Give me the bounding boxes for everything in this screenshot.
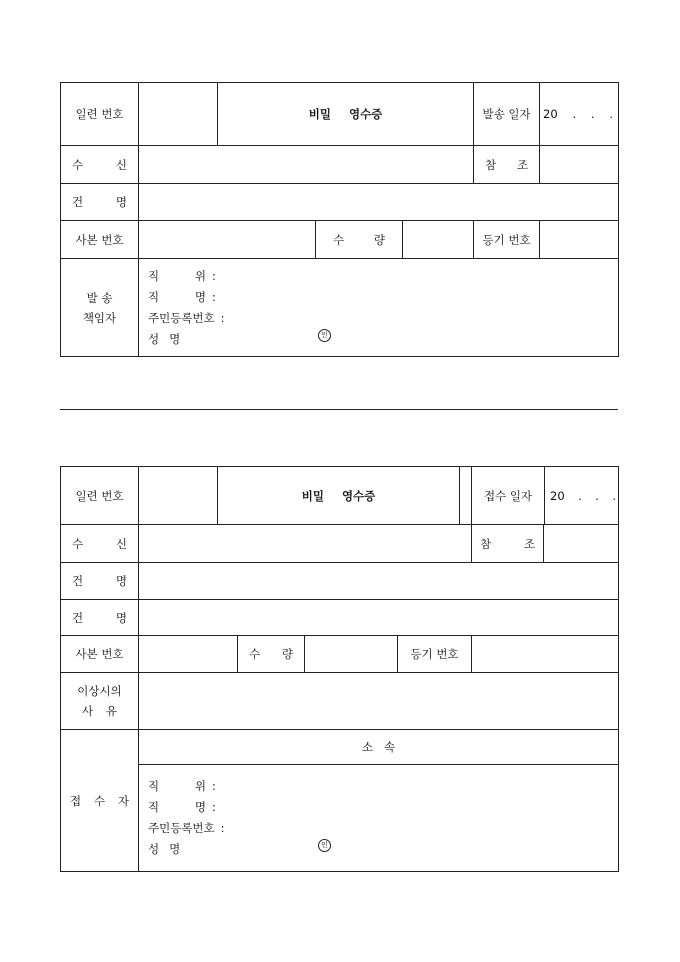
serial-number-field[interactable] [139,467,218,525]
resident-id-line: 주민등록번호 : [148,310,225,325]
dispatch-receipt-form [60,82,619,357]
name-line: 성 명 인 [148,329,609,350]
recipient-label: 수 신 [61,146,139,184]
anomaly-reason-field[interactable] [139,673,619,730]
recipient-field[interactable] [139,525,472,563]
dispatch-officer-details[interactable] [139,259,619,357]
recipient-label: 수 신 [61,525,139,563]
receipt-date-field[interactable]: 접수 일자 20 . . . [472,467,619,525]
job-title-line: 직 명 : [148,289,216,304]
subject-field[interactable] [139,184,619,221]
reference-field[interactable] [540,146,619,184]
registered-number-field[interactable] [472,636,619,673]
position-line: 직 위 : [148,779,216,793]
subject-field-2[interactable] [139,600,619,636]
dispatch-officer-label: 발 송 책임자 [61,259,139,357]
resident-id-line: 주민등록번호 : [148,821,225,835]
serial-number-field[interactable] [139,83,218,146]
form-title: 비밀 영수증 [218,467,460,525]
date-year: 20 [543,107,558,121]
dispatch-date-field[interactable]: 20 . . . [540,83,619,146]
quantity-label: 수 량 [316,221,403,259]
reference-field[interactable] [544,525,618,562]
anomaly-reason-label: 이상시의 사 유 [61,673,139,730]
seal-icon: 인 [318,329,331,342]
section-divider [60,409,618,410]
reference-label: 참 조 [474,146,540,184]
job-title-line: 직 명 : [148,800,216,814]
receipt-form [60,466,619,872]
subject-label-2: 건 명 [61,600,139,636]
form-title: 비밀 영수증 [218,83,474,146]
dispatch-date-label: 발송 일자 [474,83,540,146]
receipt-date-label-spacer [460,467,472,525]
copy-number-label: 사본 번호 [61,221,139,259]
seal-icon: 인 [318,839,331,852]
registered-number-field[interactable] [540,221,619,259]
copy-number-field[interactable] [139,636,238,673]
quantity-label: 수 량 [238,636,305,673]
serial-number-label: 일련 번호 [61,83,139,146]
receiver-label: 접 수 자 [61,730,139,872]
subject-field[interactable] [139,563,619,600]
position-line: 직 위 : [148,268,216,283]
quantity-field[interactable] [305,636,398,673]
reference-label: 참 조 [472,525,544,562]
quantity-field[interactable] [403,221,474,259]
copy-number-field[interactable] [139,221,316,259]
registered-number-label: 등기 번호 [474,221,540,259]
recipient-field[interactable] [139,146,474,184]
receiver-details[interactable] [139,765,619,872]
affiliation-label: 소 속 [139,730,619,765]
serial-number-label: 일련 번호 [61,467,139,525]
subject-label: 건 명 [61,184,139,221]
copy-number-label: 사본 번호 [61,636,139,673]
reference-cell[interactable] [472,525,619,563]
registered-number-label: 등기 번호 [398,636,472,673]
name-line: 성 명 인 [148,839,609,860]
subject-label: 건 명 [61,563,139,600]
receipt-date-label: 접수 일자 [472,467,545,524]
